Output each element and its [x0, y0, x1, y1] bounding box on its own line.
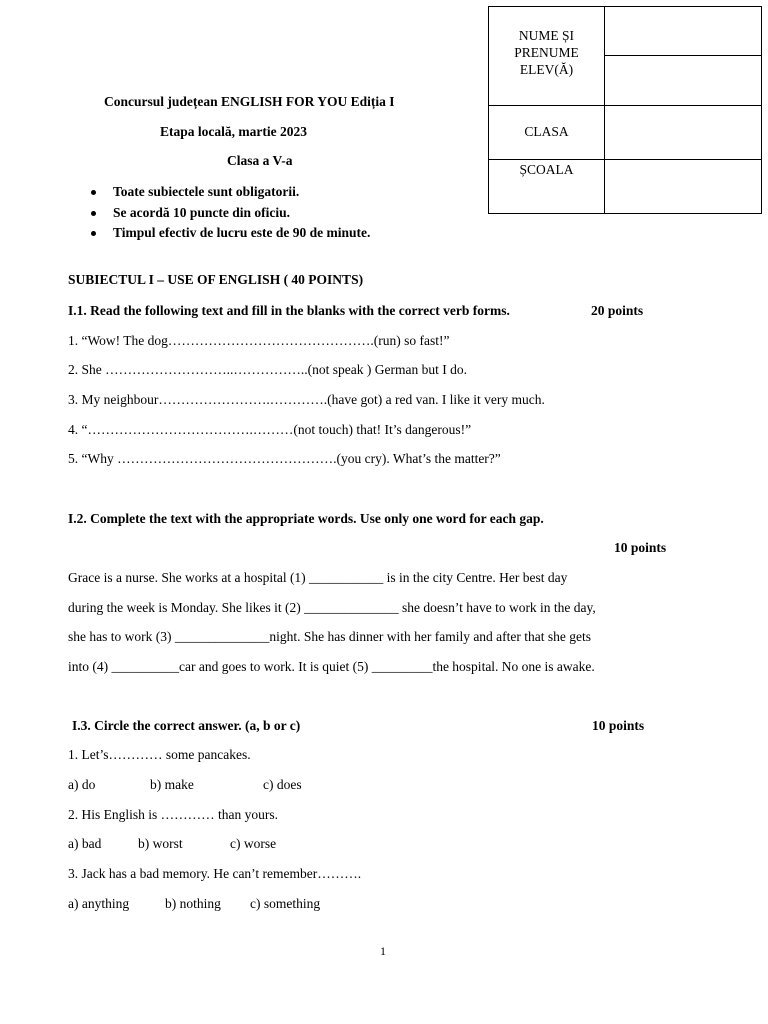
question-1-option-a[interactable]: a) do: [68, 777, 96, 792]
question-3-option-c[interactable]: c) something: [250, 896, 321, 911]
exercise-2-line: during the week is Monday. She likes it (2) ______________ she doesn’t have to work in the day,: [68, 600, 596, 615]
exercise-2-points: 10 points: [614, 540, 667, 555]
exercise-1-points: 20 points: [591, 303, 644, 318]
exercise-1-item: 5. “Why ………………………………………….(you cry). What’s the matter?”: [68, 451, 501, 466]
question-1: 1. Let’s………… some pancakes.: [68, 747, 251, 762]
name-label: [489, 27, 604, 78]
rule-item: Se acordă 10 puncte din oficiu.: [88, 203, 370, 224]
exercise-3-instruction: I.3. Circle the correct answer. (a, b or c): [72, 718, 301, 733]
question-2-option-a[interactable]: a) bad: [68, 836, 102, 851]
exercise-1-item: 2. She ………………………..……………..(not speak ) German but I do.: [68, 362, 467, 377]
class-field[interactable]: [605, 106, 761, 159]
exercise-2-line: she has to work (3) ______________night. She has dinner with her family and after that she gets: [68, 629, 592, 644]
question-2-option-c[interactable]: c) worse: [230, 836, 277, 851]
exercise-2-line: Grace is a nurse. She works at a hospital (1) ___________ is in the city Centre. Her best day: [68, 570, 568, 585]
question-2: 2. His English is ………… than yours.: [68, 807, 279, 822]
name-label-line3: ELEV(Ă): [519, 62, 574, 77]
class-label: CLASA: [524, 124, 569, 139]
exercise-2-line: into (4) __________car and goes to work. It is quiet (5) _________the hospital. No one is awake.: [68, 659, 595, 674]
name-label-line2: PRENUME: [514, 45, 579, 60]
question-3: 3. Jack has a bad memory. He can’t remember……….: [68, 866, 362, 881]
school-label: ȘCOALA: [519, 162, 574, 177]
question-1-option-b[interactable]: b) make: [150, 777, 194, 792]
exercise-2-instruction: I.2. Complete the text with the appropriate words. Use only one word for each gap.: [68, 511, 544, 526]
exercise-1-item: 1. “Wow! The dog……………………………………….(run) so fast!”: [68, 333, 450, 348]
exercise-1-instruction: I.1. Read the following text and fill in the blanks with the correct verb forms.: [68, 303, 510, 318]
subject-title: SUBIECTUL I – USE OF ENGLISH ( 40 POINTS): [68, 272, 364, 287]
grade-label: Clasa a V-a: [227, 153, 293, 168]
student-info-table: [488, 6, 762, 214]
exercise-3-points: 10 points: [592, 718, 645, 733]
question-1-option-c[interactable]: c) does: [263, 777, 302, 792]
question-3-option-a[interactable]: a) anything: [68, 896, 130, 911]
page-number: 1: [380, 944, 386, 958]
question-3-option-b[interactable]: b) nothing: [165, 896, 221, 911]
name-field-row2[interactable]: [605, 56, 761, 105]
school-field[interactable]: [605, 160, 761, 213]
exercise-1-item: 3. My neighbour…………………….………….(have got) a red van. I like it very much.: [68, 392, 545, 407]
name-label-line1: NUME ȘI: [518, 28, 575, 43]
rules-list: [88, 182, 370, 244]
exercise-1-item: 4. “……………………………….………(not touch) that! It’s dangerous!”: [68, 422, 472, 437]
name-field-row1[interactable]: [605, 7, 761, 55]
rule-item: Toate subiectele sunt obligatorii.: [88, 182, 370, 203]
contest-title: Concursul județean ENGLISH FOR YOU Ediția I: [104, 94, 395, 109]
rule-item: Timpul efectiv de lucru este de 90 de minute.: [88, 223, 370, 244]
contest-stage: Etapa locală, martie 2023: [160, 124, 307, 139]
question-2-option-b[interactable]: b) worst: [138, 836, 183, 851]
